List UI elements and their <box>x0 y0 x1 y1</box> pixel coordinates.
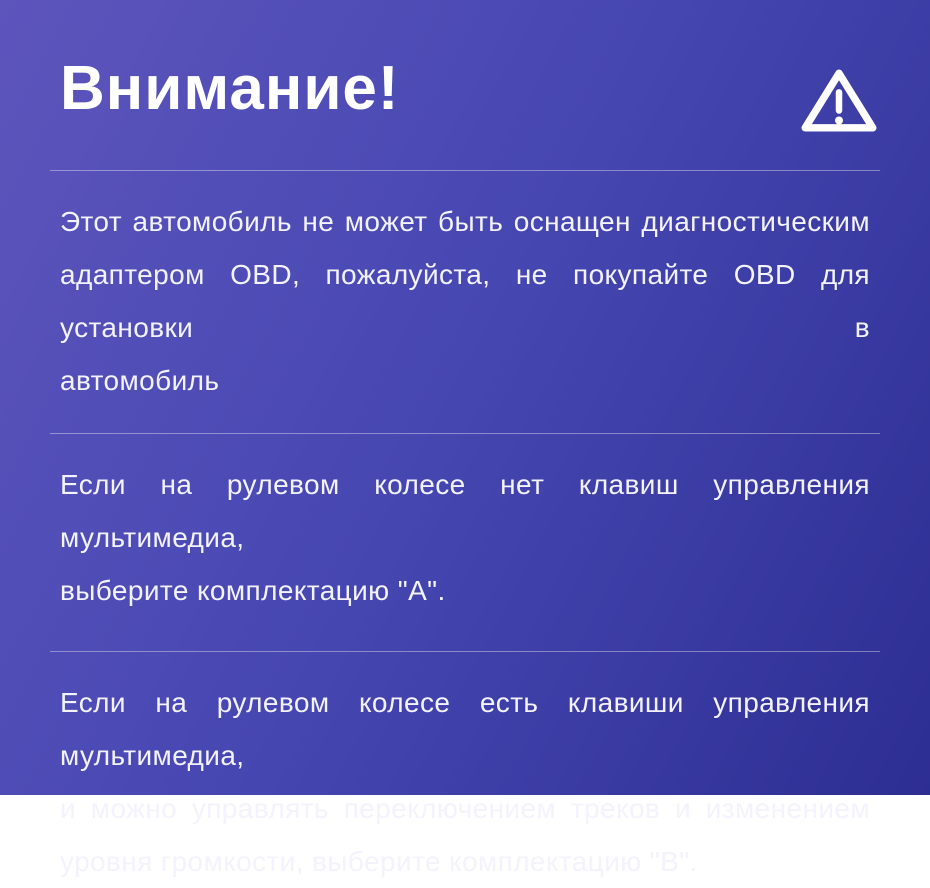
notice-variant-a <box>48 434 882 617</box>
text-line: адаптером OBD, пожалуйста, не покупайте OBD для установки в <box>60 259 870 343</box>
warning-triangle-icon <box>800 66 878 136</box>
notice-obd <box>48 171 882 407</box>
notice-variant-b <box>48 652 882 888</box>
text-line: и можно управлять переключением треков и изменением <box>60 793 870 824</box>
header <box>48 0 882 123</box>
text-line: автомобиль <box>60 365 220 396</box>
page-title: Внимание! <box>60 54 400 123</box>
text-line: Если на рулевом колесе есть клавиши управления мультимедиа, <box>60 687 870 771</box>
text-line: Этот автомобиль не может быть оснащен диагностическим <box>60 206 870 237</box>
text-line: выберите комплектацию "A". <box>60 575 446 606</box>
text-line: Если на рулевом колесе нет клавиш управления мультимедиа, <box>60 469 870 553</box>
text-line: уровня громкости, выберите комплектацию "B". <box>60 846 698 877</box>
